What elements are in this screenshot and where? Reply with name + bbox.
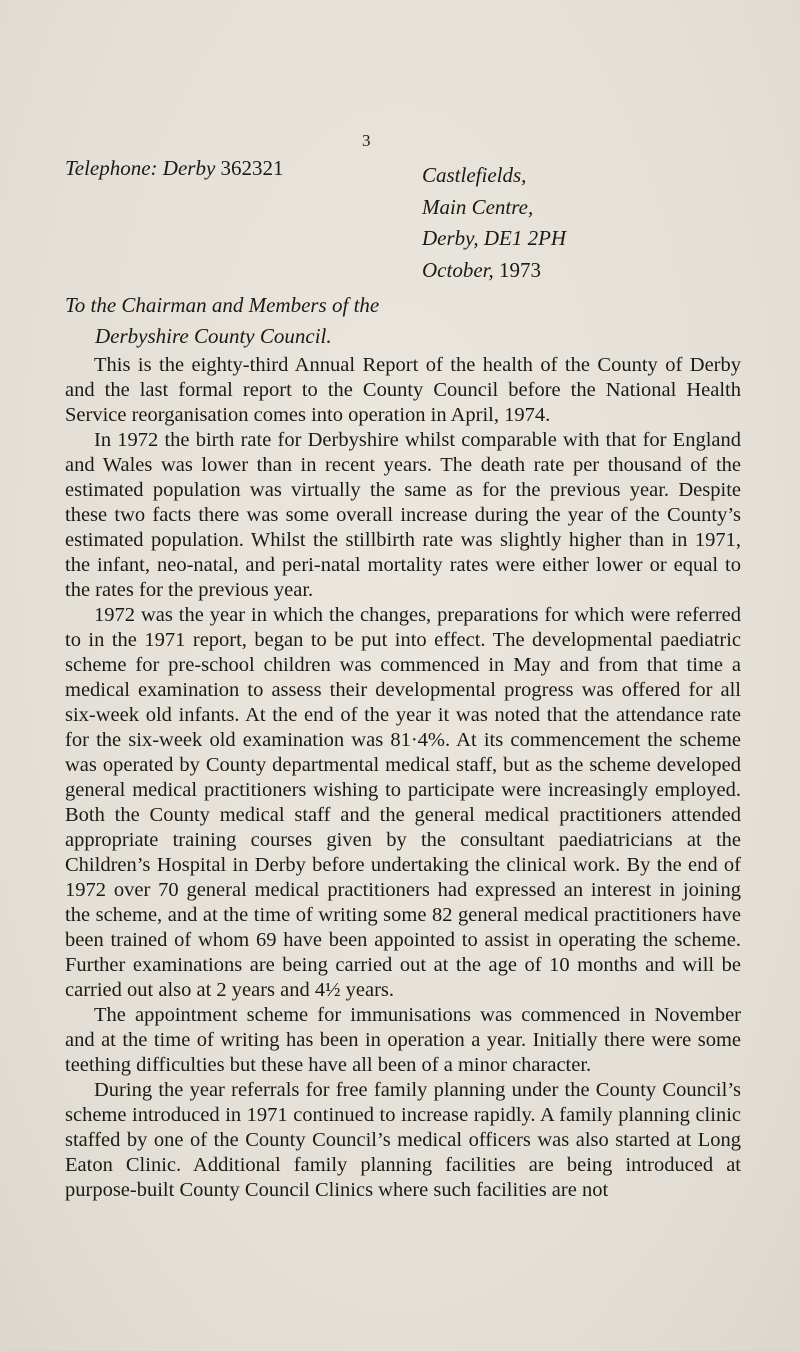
- salutation-line-1: To the Chairman and Members of the: [65, 293, 380, 317]
- paragraph-4: The appointment scheme for immunisations was commenced in November and at the time of writing has been in operation a year. Initially there were some teething difficulties but these have all been of a minor character.: [65, 1004, 741, 1076]
- salutation: [65, 290, 379, 352]
- paragraph-1: This is the eighty-third Annual Report of the health of the County of Derby and the last formal report to the County Council before the National Health Service reorganisation comes into operation in April, 1974.: [65, 354, 741, 426]
- telephone-label: Telephone: Derby: [65, 156, 216, 180]
- paragraph-5: During the year referrals for free family planning under the County Council’s scheme introduced in 1971 continued to increase rapidly. A family planning clinic staffed by one of the County Council’s medical officers was also started at Long Eaton Clinic. Additional family planning facilities are being introduced at purpose-built County Council Clinics where such facilities are not: [65, 1079, 741, 1201]
- address-line-3: [422, 223, 566, 255]
- sender-address: [422, 160, 566, 286]
- paragraph-3: 1972 was the year in which the changes, preparations for which were referred to in the 1971 report, began to be put into effect. The developmental paediatric scheme for pre-school children was commenced in May and from that time a medical examination to assess their developmental progress was offered for all six-week old infants. At the end of the year it was noted that the attendance rate for the six-week old examination was 81·4%. At its commencement the scheme was operated by County departmental medical staff, but as the scheme developed general medical practitioners wishing to participate were increasingly employed. Both the County medical staff and the general medical practitioners attended appropriate training courses given by the consultant paediatricians at the Children’s Hospital in Derby before undertaking the clinical work. By the end of 1972 over 70 general medical practitioners had expressed an interest in joining the scheme, and at the time of writing some 82 general medical practitioners have been trained of whom 69 have been appointed to assist in operating the scheme. Further examinations are being carried out at the age of 10 months and will be carried out also at 2 years and 4½ years.: [65, 604, 741, 1001]
- telephone-line: [65, 156, 284, 181]
- date-year: 1973: [499, 257, 541, 282]
- page-number: 3: [362, 131, 371, 150]
- telephone-number: 362321: [220, 156, 284, 180]
- salutation-line-2: Derbyshire County Council.: [95, 324, 332, 348]
- paragraph-2: In 1972 the birth rate for Derbyshire whilst comparable with that for England and Wales was lower than in recent years. The death rate per thousand of the estimated population was virtually the same as for the previous year. Despite these two facts there was some overall increase during the year of the County’s estimated population. Whilst the stillbirth rate was slightly higher than in 1971, the infant, neo-natal, and peri-natal mortality rates were either lower or equal to the rates for the previous year.: [65, 429, 741, 601]
- date-month: October,: [422, 257, 494, 282]
- address-line-2: Main Centre,: [422, 194, 534, 219]
- address-line-1: Castlefields,: [422, 163, 527, 187]
- letter-date: [422, 255, 566, 287]
- address-city: Derby,: [422, 226, 479, 250]
- report-body: [65, 353, 741, 1203]
- address-postcode: DE1 2PH: [483, 226, 567, 250]
